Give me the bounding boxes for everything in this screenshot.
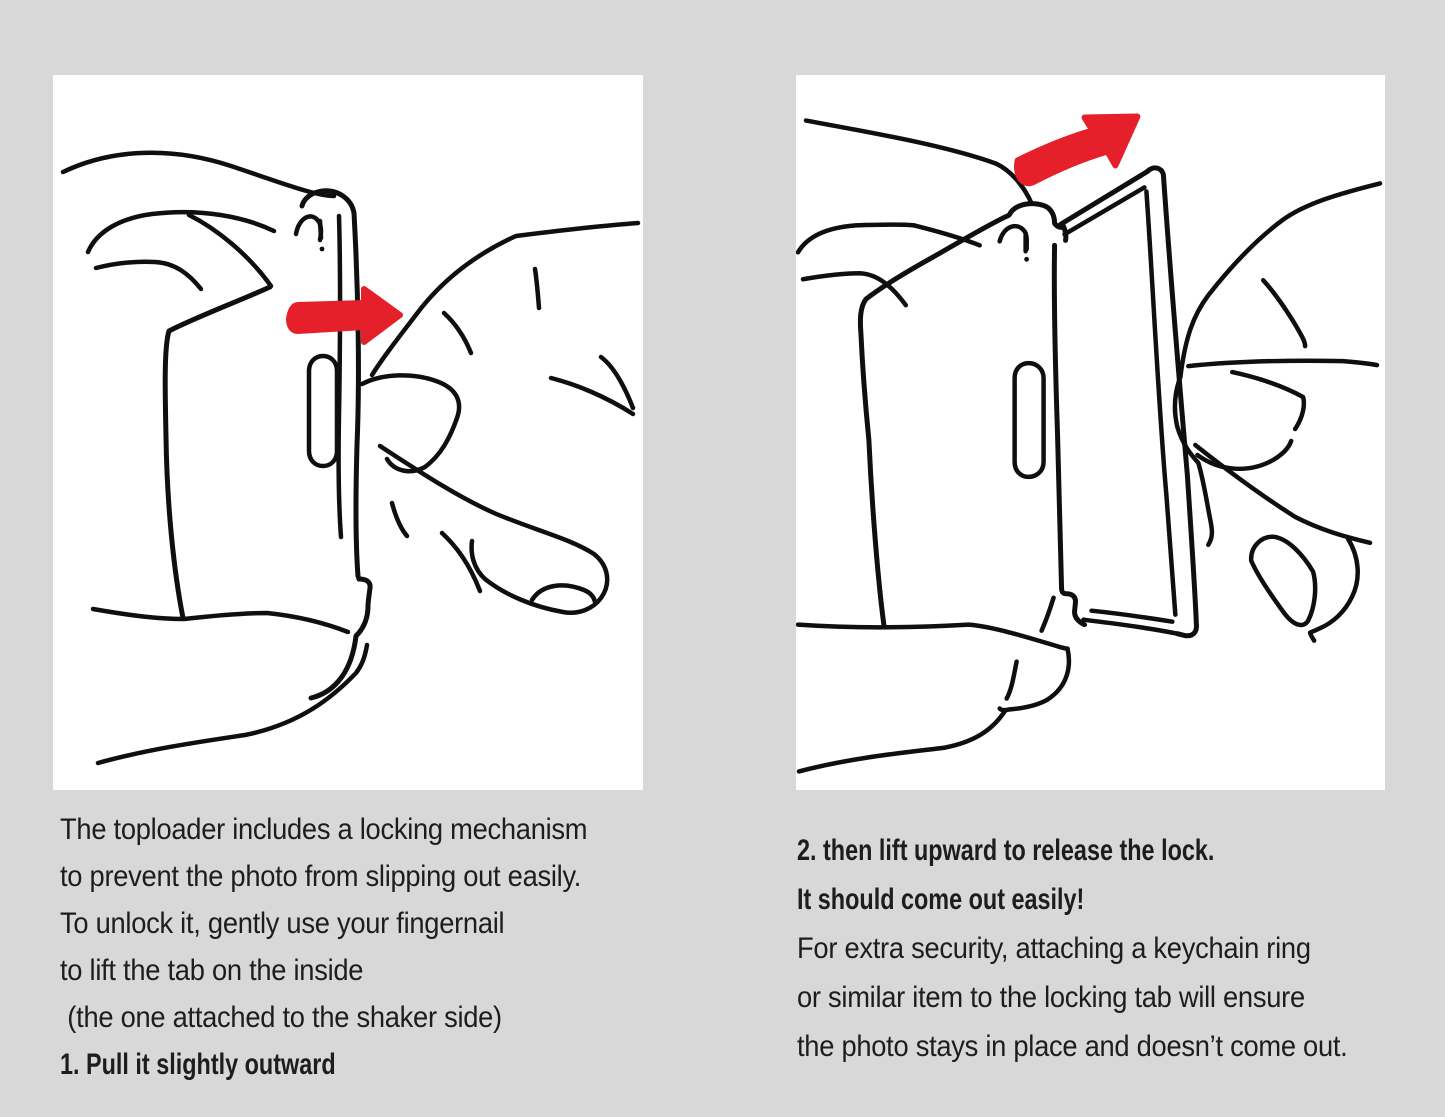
caption-line: to prevent the photo from slipping out easily. — [60, 860, 582, 893]
step-2-label: It should come out easily! — [797, 883, 1085, 916]
caption-line: the photo stays in place and doesn’t come out. — [797, 1030, 1348, 1063]
caption-line: For extra security, attaching a keychain ring — [797, 932, 1311, 965]
step-1-drawing — [53, 75, 643, 790]
step-1-label: 1. Pull it slightly outward — [60, 1048, 336, 1081]
caption-line: to lift the tab on the inside — [60, 954, 364, 987]
step-2-caption — [797, 826, 1402, 1071]
caption-line: To unlock it, gently use your fingernail — [60, 907, 505, 940]
toploader-and-hands-drawing — [63, 153, 638, 763]
toploader-open-flap-drawing — [798, 121, 1380, 772]
step-1-illustration-panel — [53, 75, 643, 790]
caption-line: The toploader includes a locking mechanism — [60, 813, 588, 846]
caption-line: (the one attached to the shaker side) — [60, 1001, 502, 1034]
step-2-label: 2. then lift upward to release the lock. — [797, 834, 1215, 867]
step-2-illustration-panel — [796, 75, 1385, 790]
arrow-right-icon — [289, 289, 400, 342]
step-1-caption — [60, 806, 639, 1088]
arrow-up-right-icon — [1017, 117, 1137, 184]
caption-line: or similar item to the locking tab will ensure — [797, 981, 1305, 1014]
step-2-drawing — [796, 75, 1385, 790]
